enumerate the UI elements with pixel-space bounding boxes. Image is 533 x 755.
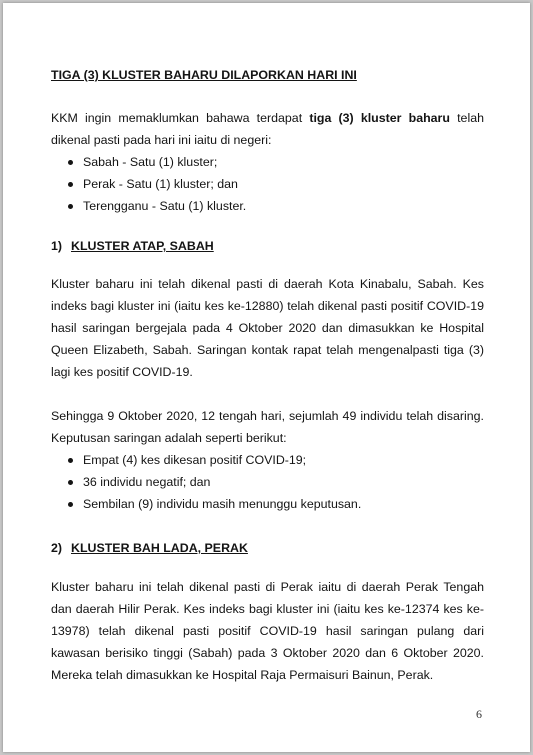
intro-text-before: KKM ingin memaklumkan bahawa terdapat — [51, 111, 310, 125]
list-item — [66, 173, 246, 195]
section-1-number: 1) — [51, 239, 63, 253]
list-item-text: Empat (4) kes dikesan positif COVID-19; — [83, 453, 307, 467]
bullet-icon — [68, 458, 73, 463]
intro-text-bold: tiga (3) kluster baharu — [309, 111, 450, 125]
section-1-paragraph-1: Kluster baharu ini telah dikenal pasti di daerah Kota Kinabalu, Sabah. Kes indeks bagi kluster ini (iaitu kes ke-12880) telah dikenal pasti positif COVID-19 hasil saringan bergejala pada 4 Oktober 2020 dan dimasukkan ke Hospital Queen Elizabeth, Sabah. Saringan kontak rapat telah mengenalpasti tiga (3) lagi kes positif COVID-19. — [51, 277, 484, 379]
section-1-title: KLUSTER ATAP, SABAH — [71, 239, 214, 253]
section-1-heading — [51, 235, 484, 257]
list-item — [66, 195, 246, 217]
section-2-heading — [51, 537, 484, 559]
bullet-icon — [68, 480, 73, 485]
list-item — [66, 471, 361, 493]
list-item — [66, 449, 361, 471]
list-item-text: Sembilan (9) individu masih menunggu keputusan. — [83, 497, 362, 511]
intro-paragraph — [51, 107, 484, 151]
bullet-icon — [68, 204, 73, 209]
document-heading: TIGA (3) KLUSTER BAHARU DILAPORKAN HARI INI — [51, 68, 357, 82]
bullet-icon — [68, 502, 73, 507]
page-number: 6 — [476, 707, 482, 721]
section-2-number: 2) — [51, 541, 63, 555]
states-list — [66, 151, 246, 217]
list-item-text: 36 individu negatif; dan — [83, 475, 211, 489]
list-item — [66, 151, 246, 173]
section-1-paragraph-2: Sehingga 9 Oktober 2020, 12 tengah hari, sejumlah 49 individu telah disaring. Keputusan saringan adalah seperti berikut: — [51, 409, 484, 445]
results-list — [66, 449, 361, 515]
list-item-text: Terengganu - Satu (1) kluster. — [83, 199, 247, 213]
list-item — [66, 493, 361, 515]
section-2-paragraph-1: Kluster baharu ini telah dikenal pasti di Perak iaitu di daerah Perak Tengah dan daerah Hilir Perak. Kes indeks bagi kluster ini (iaitu kes ke-12374 kes ke-13978) telah dikenal pasti positif COVID-19 hasil saringan pulang dari kawasan berisiko tinggi (Sabah) pada 3 Oktober 2020 dan 6 Oktober 2020. Mereka telah dimasukkan ke Hospital Raja Permaisuri Bainun, Perak. — [51, 580, 484, 682]
list-item-text: Sabah - Satu (1) kluster; — [83, 155, 218, 169]
intro-text-after: telah dikenal pasti pada hari ini iaitu di negeri: — [51, 111, 484, 147]
section-2-title: KLUSTER BAH LADA, PERAK — [71, 541, 248, 555]
list-item-text: Perak - Satu (1) kluster; dan — [83, 177, 238, 191]
bullet-icon — [68, 182, 73, 187]
bullet-icon — [68, 160, 73, 165]
